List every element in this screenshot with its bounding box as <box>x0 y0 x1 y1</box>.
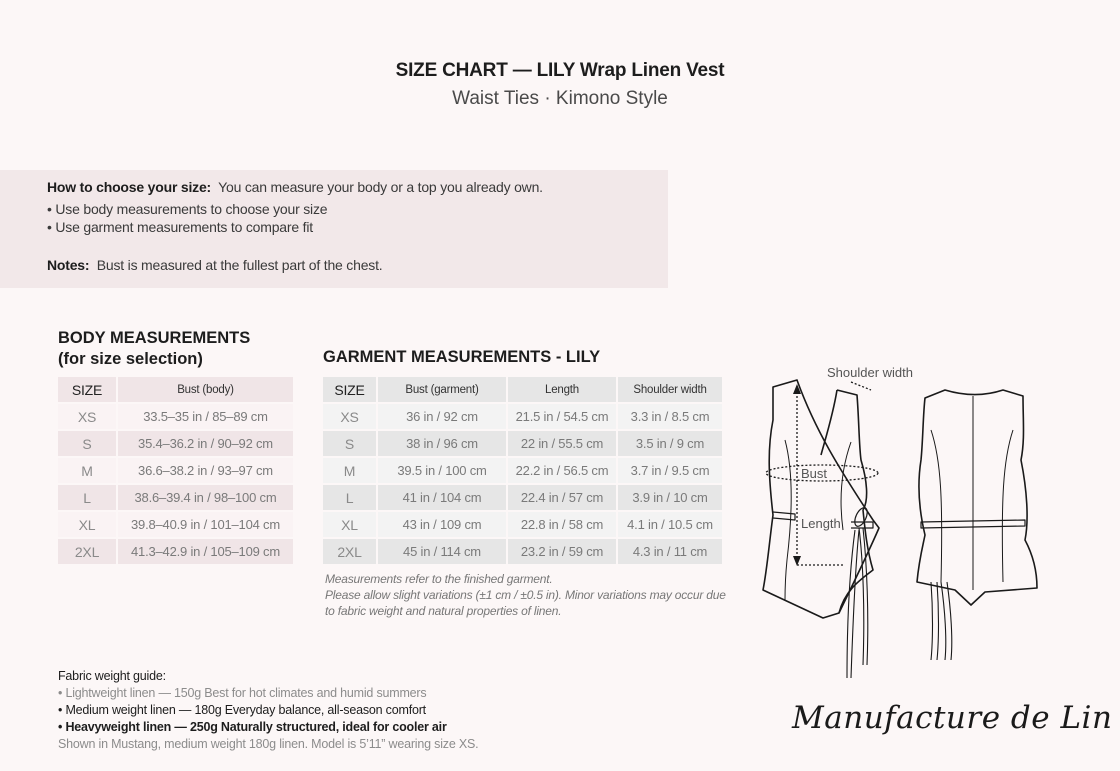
col-header-size: SIZE <box>58 377 116 402</box>
length-cell: 23.2 in / 59 cm <box>508 539 616 564</box>
garment-note <box>325 571 726 619</box>
table-row <box>323 539 722 564</box>
table-row <box>58 485 293 510</box>
shoulder-cell: 4.1 in / 10.5 cm <box>618 512 722 537</box>
body-heading-line2: (for size selection) <box>58 350 203 368</box>
table-row <box>58 458 293 483</box>
length-cell: 22.2 in / 56.5 cm <box>508 458 616 483</box>
how-to-bullet-garment: • Use garment measurements to compare fit <box>47 219 313 235</box>
length-cell: 22.4 in / 57 cm <box>508 485 616 510</box>
col-header-length: Length <box>508 377 616 402</box>
size-cell: XL <box>58 512 116 537</box>
fabric-lightweight: • Lightweight linen — 150g Best for hot climates and humid summers <box>58 686 427 700</box>
bust-cell: 35.4–36.2 in / 90–92 cm <box>118 431 293 456</box>
notes-line <box>47 257 382 273</box>
body-measurements-table <box>56 375 295 566</box>
bust-cell: 43 in / 109 cm <box>378 512 506 537</box>
garment-measurements-heading: GARMENT MEASUREMENTS - LILY <box>323 348 601 366</box>
shoulder-cell: 3.9 in / 10 cm <box>618 485 722 510</box>
col-header-size: SIZE <box>323 377 376 402</box>
table-header-row <box>58 377 293 402</box>
table-row <box>58 512 293 537</box>
page-title: SIZE CHART — LILY Wrap Linen Vest <box>395 60 725 81</box>
table-row <box>58 404 293 429</box>
shoulder-cell: 4.3 in / 11 cm <box>618 539 722 564</box>
garment-measurements-table <box>321 375 724 566</box>
how-to-text: You can measure your body or a top you already own. <box>218 179 543 195</box>
length-cell: 22.8 in / 58 cm <box>508 512 616 537</box>
table-row <box>323 485 722 510</box>
bust-cell: 45 in / 114 cm <box>378 539 506 564</box>
bust-cell: 38 in / 96 cm <box>378 431 506 456</box>
fabric-heavyweight: • Heavyweight linen — 250g Naturally structured, ideal for cooler air <box>58 720 447 734</box>
bust-cell: 39.5 in / 100 cm <box>378 458 506 483</box>
body-measurements-heading <box>58 328 250 370</box>
bust-cell: 41 in / 104 cm <box>378 485 506 510</box>
table-row <box>323 458 722 483</box>
bust-cell: 38.6–39.4 in / 98–100 cm <box>118 485 293 510</box>
bust-cell: 33.5–35 in / 85–89 cm <box>118 404 293 429</box>
shoulder-cell: 3.7 in / 9.5 cm <box>618 458 722 483</box>
size-cell: XS <box>58 404 116 429</box>
size-cell: XS <box>323 404 376 429</box>
bust-label: Bust <box>801 466 828 481</box>
notes-label: Notes: <box>47 257 90 273</box>
size-cell: M <box>58 458 116 483</box>
size-cell: M <box>323 458 376 483</box>
note-line: Measurements refer to the finished garment. <box>325 572 553 586</box>
table-row <box>323 512 722 537</box>
col-header-bust-body: Bust (body) <box>118 377 293 402</box>
table-row <box>58 431 293 456</box>
fabric-guide-title: Fabric weight guide: <box>58 669 166 683</box>
length-label: Length <box>801 516 841 531</box>
table-row <box>58 539 293 564</box>
table-row <box>323 404 722 429</box>
length-cell: 21.5 in / 54.5 cm <box>508 404 616 429</box>
bust-cell: 41.3–42.9 in / 105–109 cm <box>118 539 293 564</box>
shoulder-width-label: Shoulder width <box>827 365 913 380</box>
shoulder-cell: 3.3 in / 8.5 cm <box>618 404 722 429</box>
notes-text: Bust is measured at the fullest part of the chest. <box>96 257 383 273</box>
vest-back-outline <box>917 390 1037 605</box>
vest-front-outline <box>763 380 879 618</box>
how-to-choose-box <box>0 170 668 288</box>
table-row <box>323 431 722 456</box>
brand-signature-logo: Manufacture de Lin <box>792 700 1113 736</box>
size-cell: 2XL <box>58 539 116 564</box>
how-to-bullet-body: • Use body measurements to choose your size <box>47 201 328 217</box>
fabric-medium-weight: • Medium weight linen — 180g Everyday balance, all-season comfort <box>58 703 426 717</box>
size-cell: S <box>58 431 116 456</box>
col-header-bust-garment: Bust (garment) <box>378 377 506 402</box>
shown-in-note: Shown in Mustang, medium weight 180g linen. Model is 5’11” wearing size XS. <box>58 737 479 751</box>
how-to-label: How to choose your size: <box>47 179 211 195</box>
size-cell: S <box>323 431 376 456</box>
bust-cell: 39.8–40.9 in / 101–104 cm <box>118 512 293 537</box>
bust-cell: 36.6–38.2 in / 93–97 cm <box>118 458 293 483</box>
vest-illustration <box>755 360 1095 680</box>
body-heading-line1: BODY MEASUREMENTS <box>58 329 251 347</box>
size-cell: XL <box>323 512 376 537</box>
table-header-row <box>323 377 722 402</box>
size-cell: L <box>58 485 116 510</box>
page-subtitle: Waist Ties · Kimono Style <box>452 88 668 109</box>
length-cell: 22 in / 55.5 cm <box>508 431 616 456</box>
how-to-intro <box>47 179 543 195</box>
shoulder-cell: 3.5 in / 9 cm <box>618 431 722 456</box>
size-cell: 2XL <box>323 539 376 564</box>
fabric-weight-guide <box>58 668 478 753</box>
bust-cell: 36 in / 92 cm <box>378 404 506 429</box>
col-header-shoulder-width: Shoulder width <box>618 377 722 402</box>
note-line: Please allow slight variations (±1 cm / ±0.5 in). Minor variations may occur due <box>325 588 726 602</box>
size-cell: L <box>323 485 376 510</box>
note-line: to fabric weight and natural properties of linen. <box>325 604 562 618</box>
